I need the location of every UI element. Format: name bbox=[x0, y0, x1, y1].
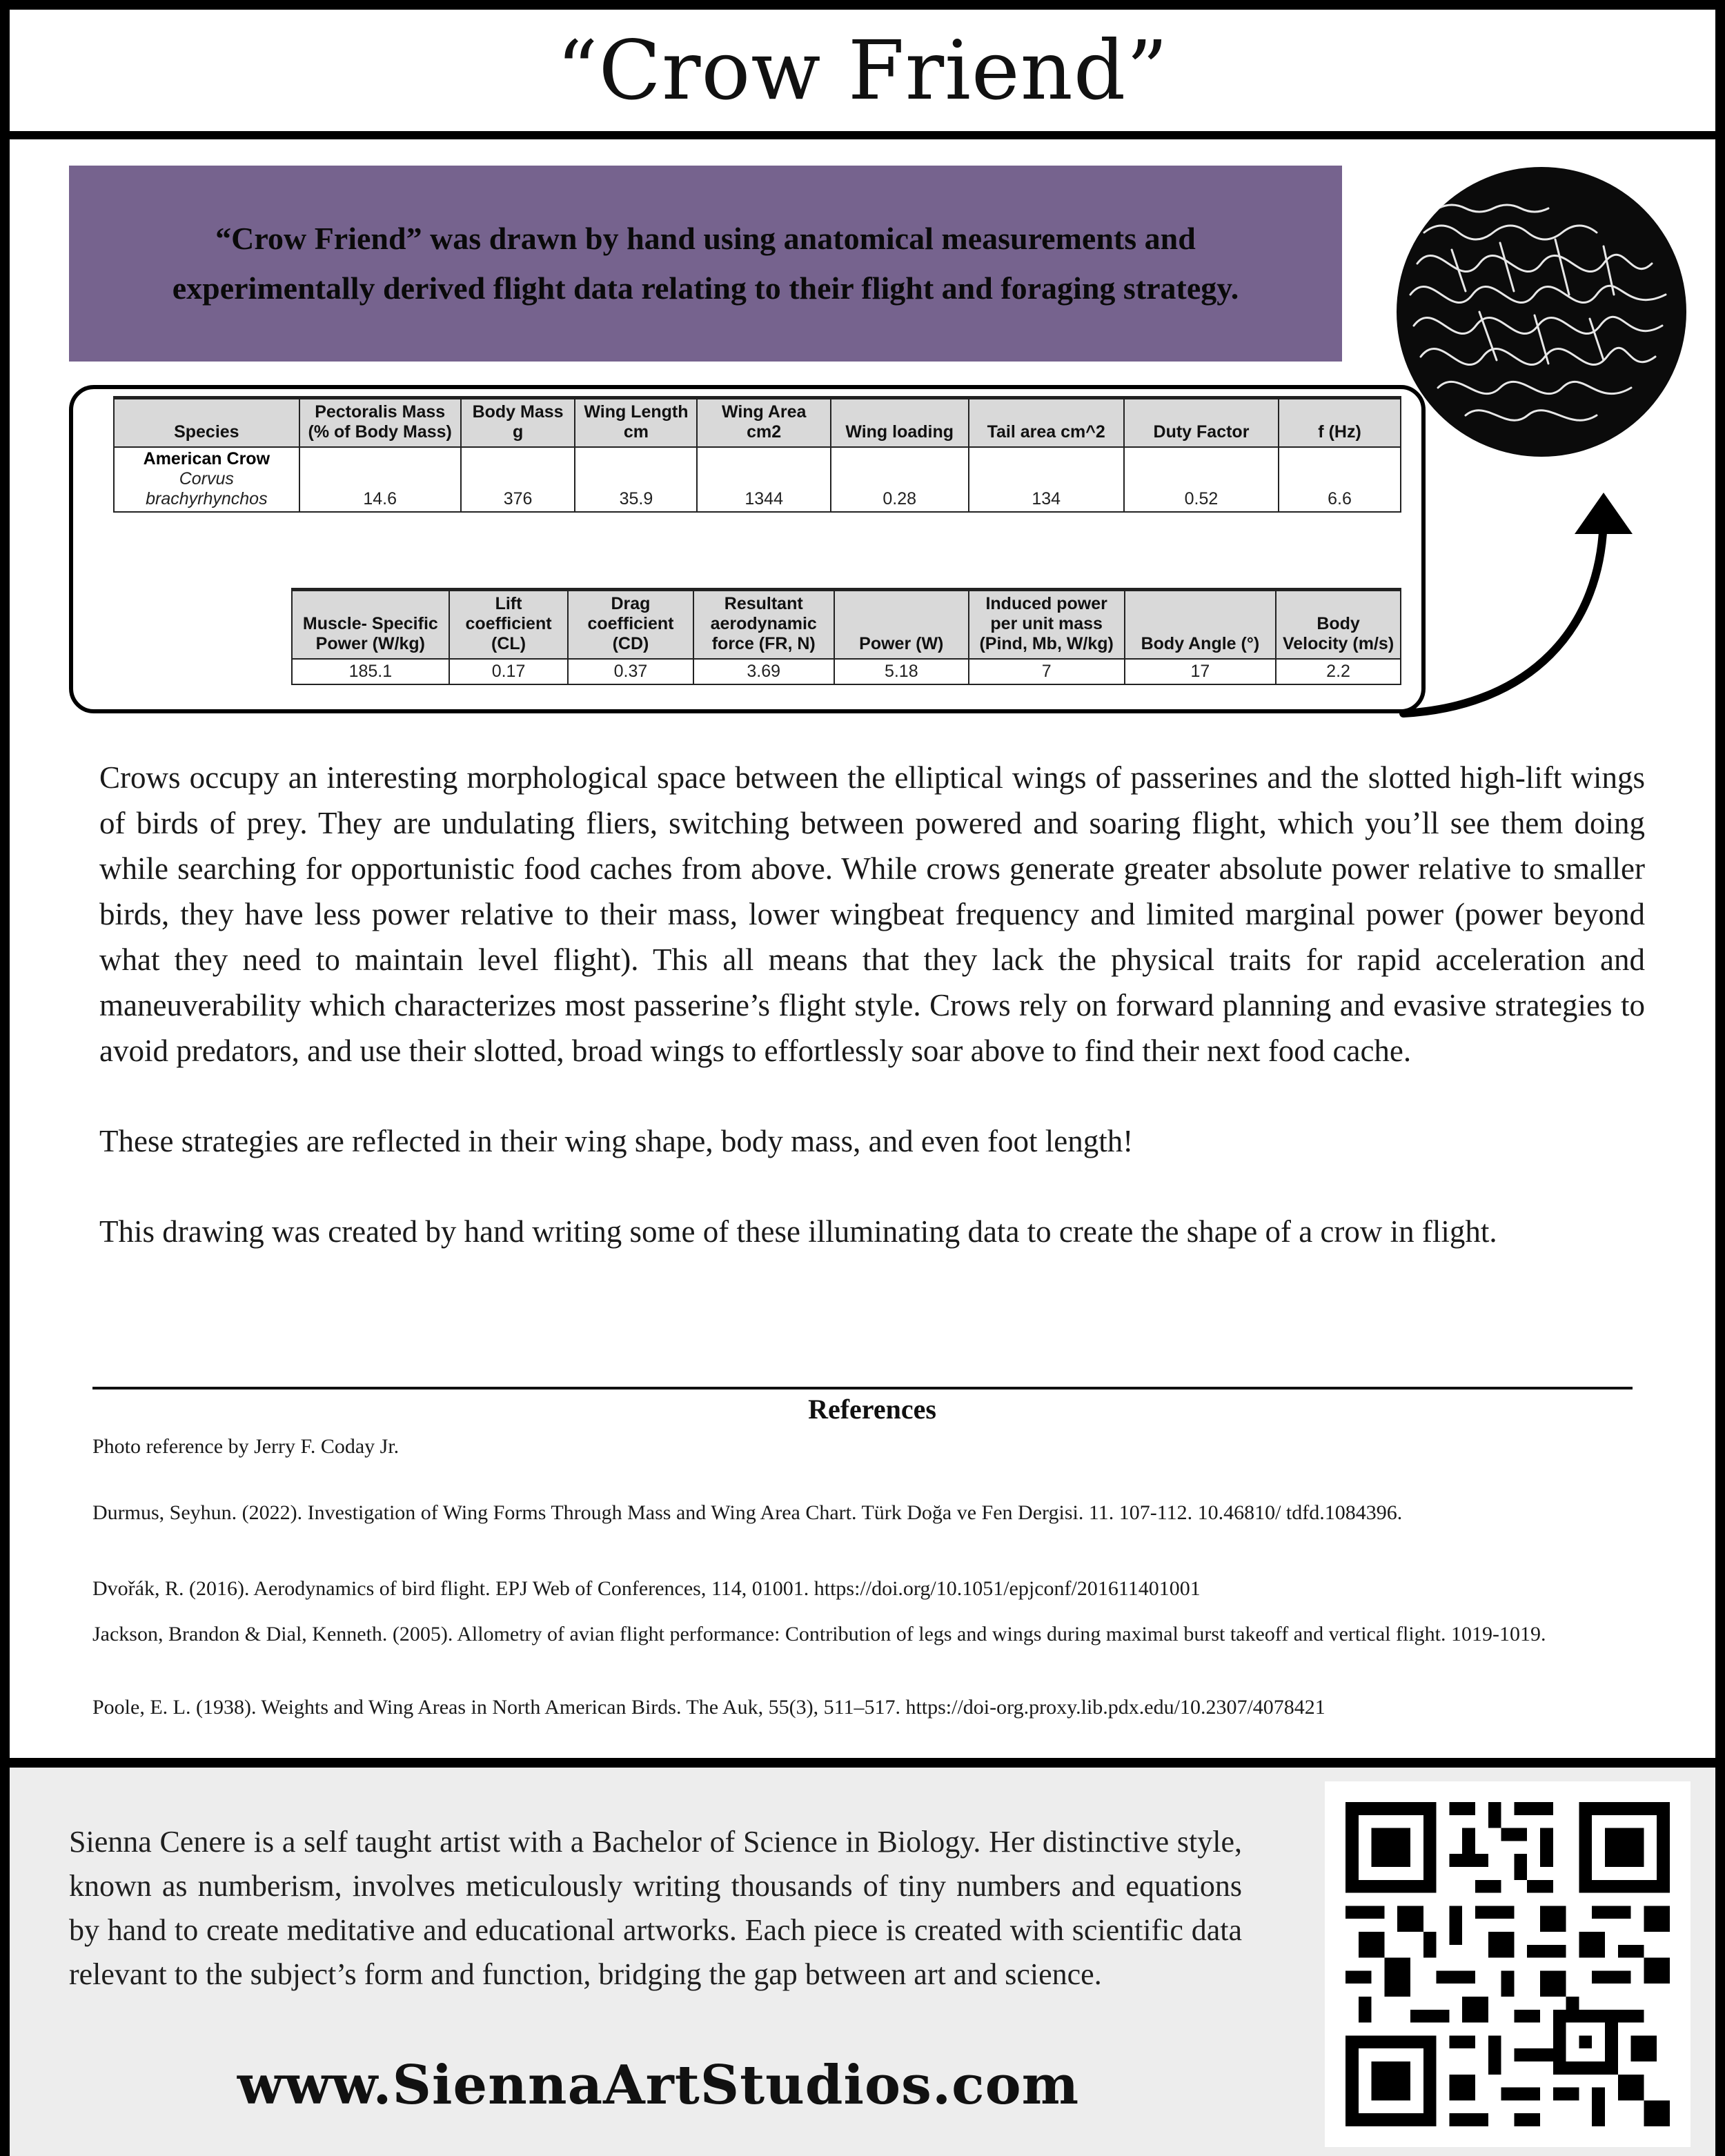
table-cell: 0.52 bbox=[1124, 447, 1279, 512]
table-cell: 17 bbox=[1125, 659, 1276, 684]
reference-item: Dvořák, R. (2016). Aerodynamics of bird flight. EPJ Web of Conferences, 114, 01001. https://doi.org/10.1051/epjconf/201611401001 bbox=[92, 1577, 1201, 1600]
table-header: Species bbox=[114, 398, 299, 448]
table-header: Duty Factor bbox=[1124, 398, 1279, 448]
body-text bbox=[99, 755, 1645, 1299]
page-title: “Crow Friend” bbox=[556, 23, 1169, 118]
crow-artwork-thumbnail bbox=[1397, 167, 1686, 457]
table-header: Lift coefficient (CL) bbox=[449, 590, 569, 660]
table-cell: 35.9 bbox=[575, 447, 697, 512]
species-cell bbox=[114, 447, 299, 512]
artwork-scribble-icon bbox=[1397, 167, 1686, 457]
body-paragraph-3: This drawing was created by hand writing some of these illuminating data to create the shape of a crow in flight. bbox=[99, 1214, 1497, 1249]
species-common-name: American Crow bbox=[143, 449, 270, 468]
table-cell: 376 bbox=[461, 447, 575, 512]
table-header: Wing Area cm2 bbox=[697, 398, 830, 448]
artist-footer bbox=[10, 1758, 1715, 2156]
table-cell: 0.37 bbox=[568, 659, 693, 684]
body-paragraph-2: These strategies are reflected in their wing shape, body mass, and even foot length! bbox=[99, 1124, 1134, 1158]
reference-item: Poole, E. L. (1938). Weights and Wing Areas in North American Birds. The Auk, 55(3), 511–517. https://doi-org.proxy.lib.pdx.edu/10.2307/4078421 bbox=[92, 1696, 1325, 1719]
table-cell: 0.17 bbox=[449, 659, 569, 684]
table-cell: 14.6 bbox=[299, 447, 461, 512]
table-header: Power (W) bbox=[834, 590, 969, 660]
table-cell: 185.1 bbox=[292, 659, 449, 684]
table-cell: 1344 bbox=[697, 447, 830, 512]
body-paragraph-1: Crows occupy an interesting morphological space between the elliptical wings of passerines and the slotted high-lift wings of birds of prey. They are undulating fliers, switching between powered and soaring flight, which you’ll see them doing while searching for opportunistic food caches from above. While crows generate greater absolute power relative to smaller birds, they have less power relative to their mass, lower wingbeat frequency and limited marginal power (power beyond what they need to maintain level flight). This all means that they lack the physical traits for rapid acceleration and maneuverability which characterizes most passerine’s flight style. Crows rely on forward planning and evasive strategies to avoid predators, and use their slotted, broad wings to effortlessly soar above to find their next food cache. bbox=[99, 760, 1645, 1068]
table-cell: 5.18 bbox=[834, 659, 969, 684]
flight-performance-table bbox=[291, 588, 1401, 685]
reference-item: Photo reference by Jerry F. Coday Jr. bbox=[92, 1435, 400, 1458]
table-header-row bbox=[114, 398, 1401, 448]
intro-line-2: experimentally derived flight data relating to their flight and foraging strategy. bbox=[172, 270, 1239, 306]
data-tables-frame bbox=[69, 385, 1426, 713]
qr-code[interactable] bbox=[1325, 1781, 1690, 2147]
website-link[interactable]: www.SiennaArtStudios.com bbox=[237, 2054, 1080, 2117]
references-heading: References bbox=[808, 1394, 936, 1425]
artist-bio: Sienna Cenere is a self taught artist with a Bachelor of Science in Biology. Her distinctive style, known as numberism, involves meticulously writing thousands of tiny numbers and equations by hand to create meditative and educational artworks. Each piece is created with scientific data relevant to the subject’s form and function, bridging the gap between art and science. bbox=[69, 1825, 1242, 1991]
references-divider bbox=[92, 1387, 1633, 1389]
reference-item: Durmus, Seyhun. (2022). Investigation of Wing Forms Through Mass and Wing Area Chart. Türk Doğa ve Fen Dergisi. 11. 107-112. 10.46810/ tdfd.1084396. bbox=[92, 1501, 1403, 1524]
reference-item: Jackson, Brandon & Dial, Kenneth. (2005). Allometry of avian flight performance: Contribution of legs and wings during maximal burst takeoff and vertical flight. 1019-1019. bbox=[92, 1623, 1546, 1645]
intro-text bbox=[172, 214, 1239, 313]
table-row bbox=[292, 659, 1401, 684]
intro-box bbox=[69, 166, 1342, 362]
table-header: Pectoralis Mass (% of Body Mass) bbox=[299, 398, 461, 448]
table-header: Wing Length cm bbox=[575, 398, 697, 448]
table-header: f (Hz) bbox=[1279, 398, 1401, 448]
table-header: Wing loading bbox=[831, 398, 969, 448]
morphology-table bbox=[113, 396, 1401, 513]
table-header: Drag coefficient (CD) bbox=[568, 590, 693, 660]
table-header: Body Velocity (m/s) bbox=[1276, 590, 1401, 660]
table-cell: 2.2 bbox=[1276, 659, 1401, 684]
title-bar bbox=[10, 10, 1715, 139]
table-cell: 134 bbox=[969, 447, 1124, 512]
qr-code-icon bbox=[1346, 1802, 1670, 2126]
table-header: Induced power per unit mass (Pind, Mb, W/kg) bbox=[969, 590, 1125, 660]
table-header: Resultant aerodynamic force (FR, N) bbox=[693, 590, 834, 660]
table-cell: 6.6 bbox=[1279, 447, 1401, 512]
table-header: Body Angle (°) bbox=[1125, 590, 1276, 660]
table-header: Body Mass g bbox=[461, 398, 575, 448]
table-header: Muscle- Specific Power (W/kg) bbox=[292, 590, 449, 660]
table-cell: 0.28 bbox=[831, 447, 969, 512]
table-cell: 3.69 bbox=[693, 659, 834, 684]
table-header: Tail area cm^2 bbox=[969, 398, 1124, 448]
curved-arrow-icon bbox=[1390, 486, 1638, 734]
table-row bbox=[114, 447, 1401, 512]
table-header-row bbox=[292, 590, 1401, 660]
species-latin-name: Corvus brachyrhynchos bbox=[146, 469, 268, 508]
table-cell: 7 bbox=[969, 659, 1125, 684]
intro-line-1: “Crow Friend” was drawn by hand using anatomical measurements and bbox=[215, 221, 1196, 256]
